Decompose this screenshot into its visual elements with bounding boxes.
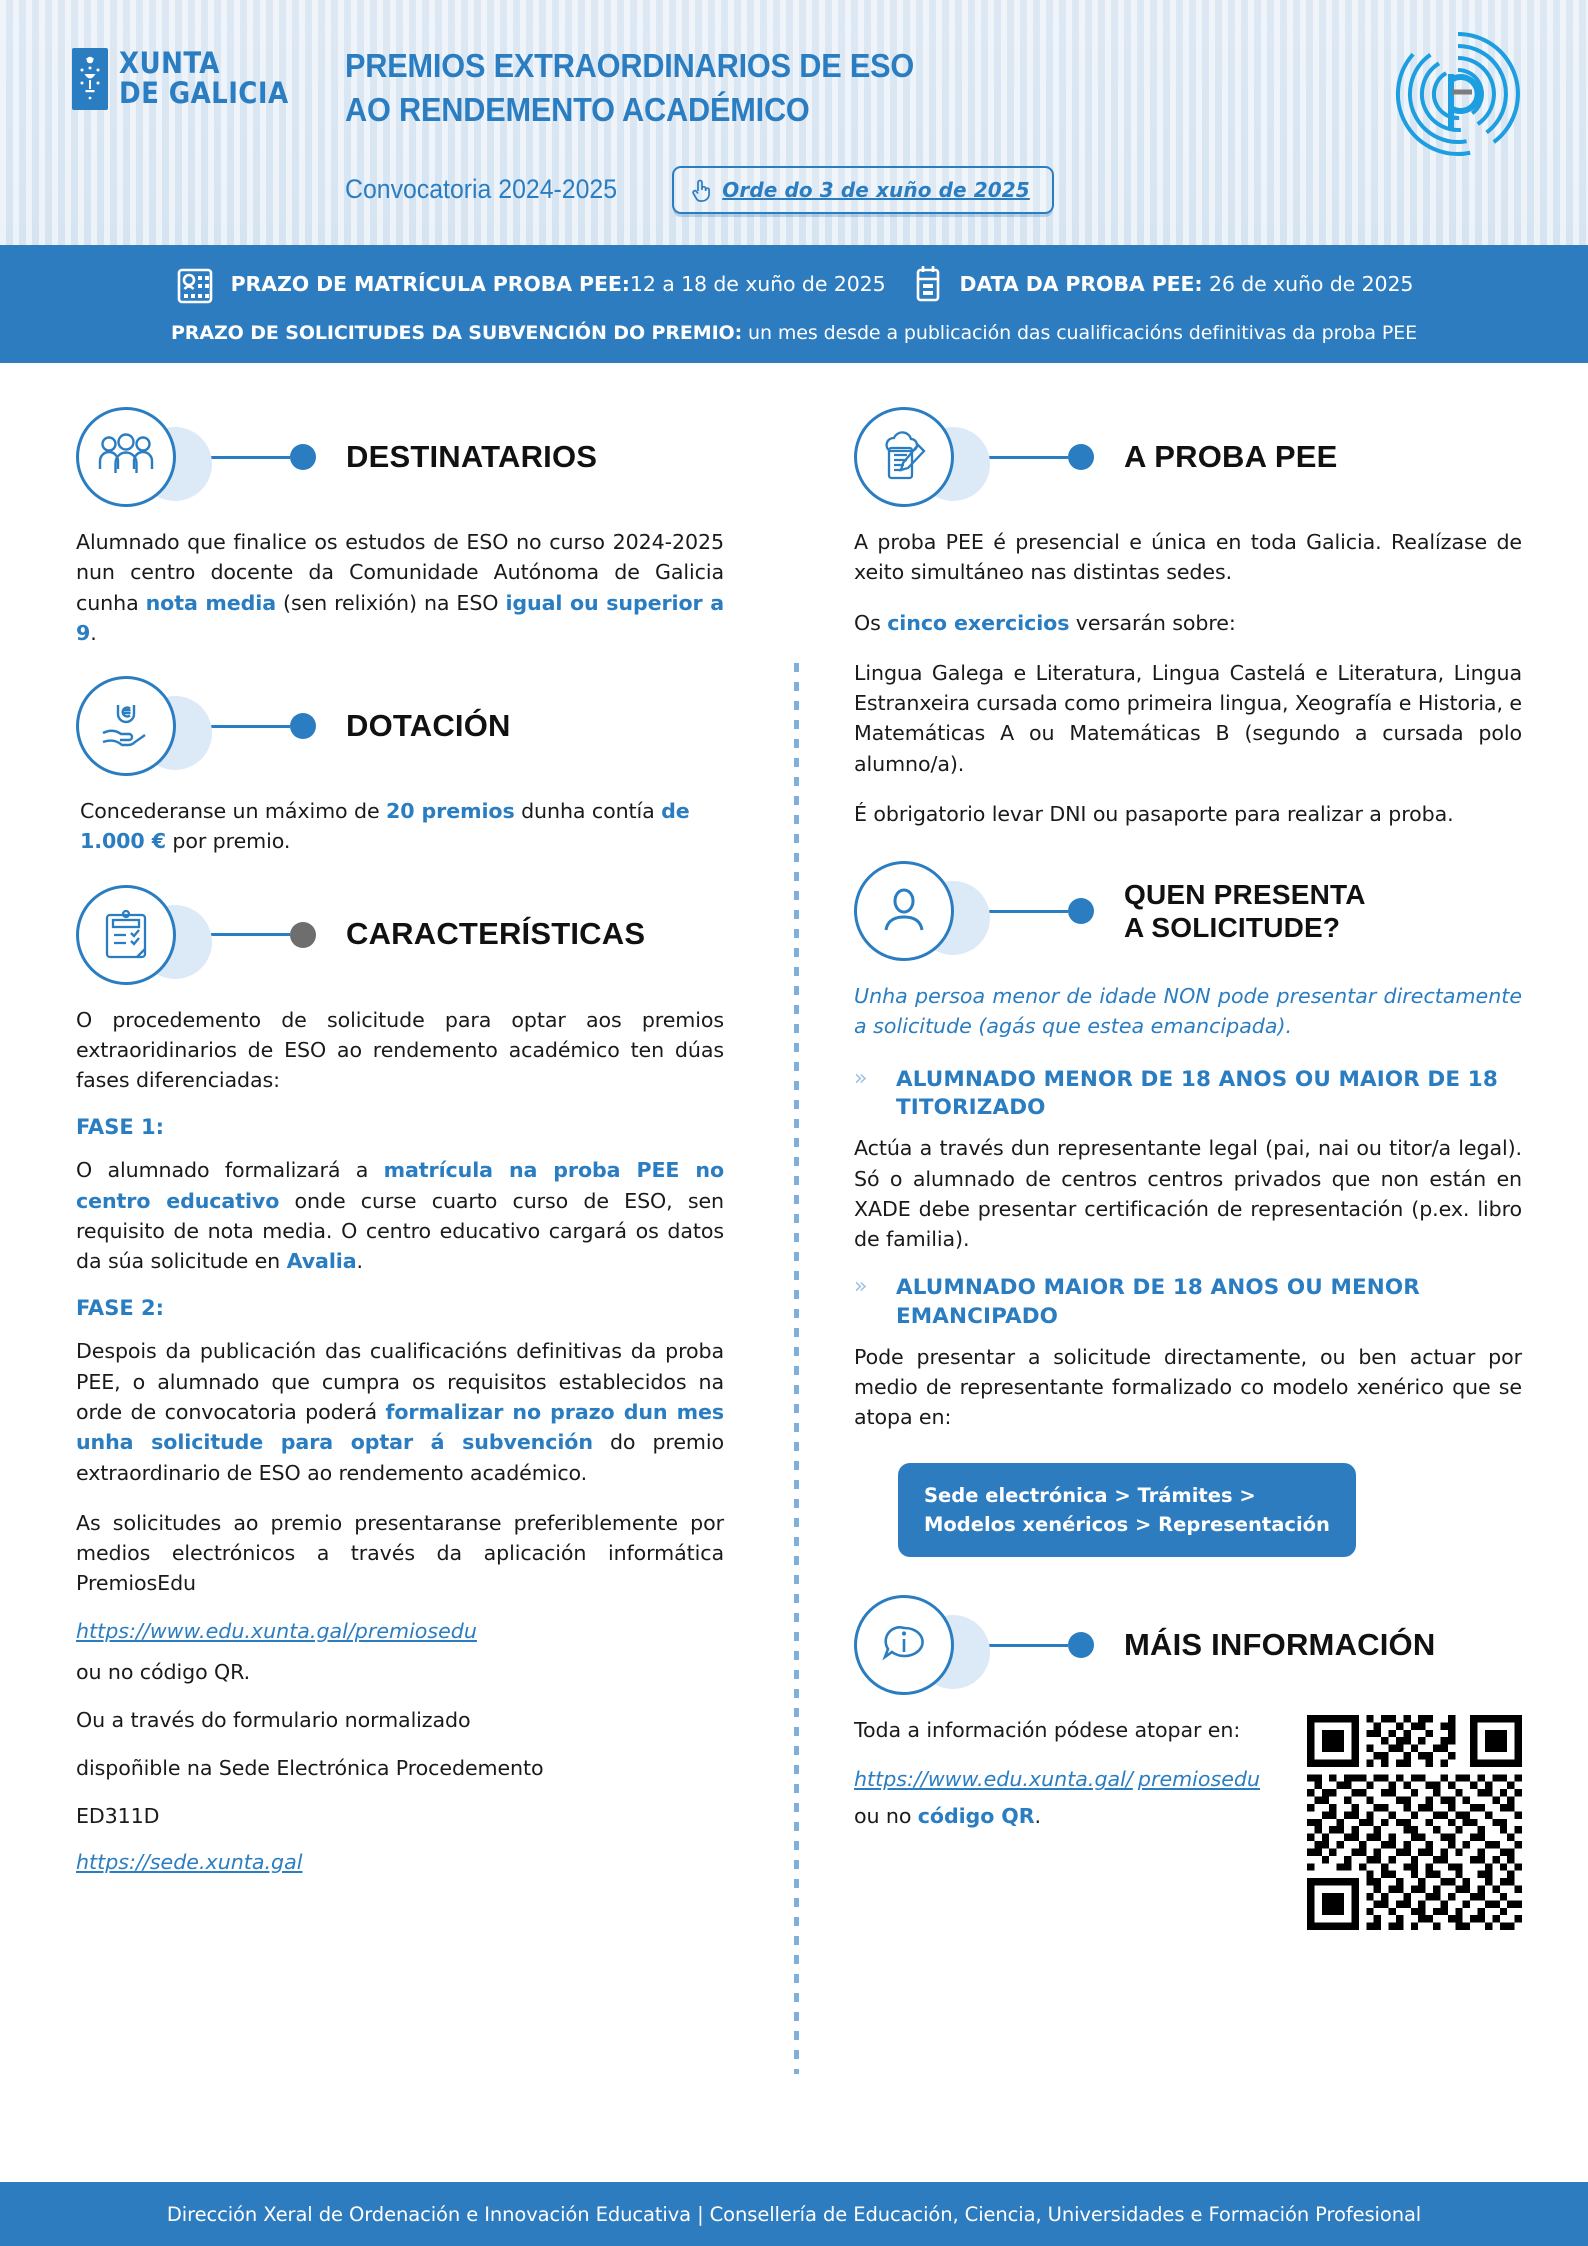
xunta-coat-of-arms-icon [72, 48, 108, 110]
info-icon [854, 1595, 954, 1695]
section-header-mais-informacion [854, 1589, 1522, 1701]
deadlines-row-secondary [0, 322, 1588, 344]
page-header [0, 0, 1588, 245]
section-title-destinatarios: DESTINATARIOS [346, 438, 598, 474]
connector-line [986, 910, 1068, 913]
fase1-highlight-matricula: matrícula na proba PEE no centro educativo [76, 1158, 725, 1213]
section-title-proba-pee: A PROBA PEE [1124, 438, 1338, 474]
footer-text: Dirección Xeral de Ordenación e Innovación Educativa | Consellería de Educación, Ciencia, Universidades e Formación Profesional [166, 2202, 1422, 2226]
exam-cloud-icon [854, 407, 954, 507]
connector-node [1068, 898, 1094, 924]
proba-date [912, 263, 1414, 305]
chevron-double-right-icon: » [854, 1274, 868, 1300]
hand-with-euro-glyph [97, 699, 155, 753]
fase1-text-e: . [356, 1249, 363, 1274]
subvencion-label: PRAZO DE SOLICITUDES DA SUBVENCIÓN DO PREMIO: [170, 322, 743, 344]
caracteristicas-intro: O procedemento de solicitude para optar aos premios extraoridinarios de ESO ao rendemento académico ten dúas fases diferenciadas: [76, 1007, 724, 1093]
info-url-link-line-2[interactable]: premiosedu [1137, 1767, 1261, 1792]
connector-node [290, 444, 316, 470]
proba-dni-note: É obrigatorio levar DNI ou pasaporte para realizar a proba. [854, 801, 1454, 826]
right-column [796, 401, 1588, 2199]
checklist-icon [76, 885, 176, 985]
fase-1-label: FASE 1: [76, 1115, 164, 1140]
clipboard-checklist-glyph [100, 907, 152, 963]
section-header-proba-pee [854, 401, 1522, 513]
header-title-block [345, 44, 1054, 214]
left-column [0, 401, 796, 2199]
connector-node [290, 713, 316, 739]
info-speech-bubble-glyph [878, 1619, 930, 1671]
info-body [854, 1715, 1522, 1930]
people-icon [76, 407, 176, 507]
dotacion-paragraph [80, 796, 724, 857]
connector-node-grey [290, 922, 316, 948]
three-people-glyph [97, 431, 155, 483]
proba-text-c: versarán sobre: [1069, 610, 1236, 635]
bullet-item-menor-18 [854, 1066, 1522, 1124]
connector-line [208, 725, 290, 728]
connector-line [986, 1644, 1068, 1647]
info-qr-text-a: ou no [854, 1804, 918, 1829]
fase2-text-c: do premio extraordinario de ESO ao rendemento académico. [76, 1430, 724, 1485]
alt-line-1: Ou a través do formulario normalizado [76, 1707, 471, 1732]
person-icon [854, 861, 954, 961]
xunta-line-2: DE GALICIA [119, 76, 289, 110]
section-title-mais-informacion: MÁIS INFORMACIÓN [1124, 1626, 1436, 1662]
solicitudes-paragraph: As solicitudes ao premio presentaranse preferiblemente por medios electrónicos a través da aplicación informática PremiosEdu [76, 1510, 724, 1596]
orde-link-button[interactable] [672, 166, 1054, 214]
destinatarios-paragraph [76, 527, 724, 648]
orde-link-label: Orde do 3 de xuño de 2025 [722, 177, 1030, 202]
destinatarios-text-c: (sen relixión) na ESO [276, 590, 506, 615]
matricula-deadline [175, 262, 886, 306]
fase2-highlight-formalizar: formalizar no prazo dun mes unha solicitude para optar á subvención [76, 1399, 724, 1455]
premiosedu-logo [1394, 28, 1522, 164]
qr-code[interactable] [1307, 1715, 1522, 1930]
bullet-item-maior-18 [854, 1274, 1522, 1332]
alt-line-2: dispoñible na Sede Electrónica Procedemento [76, 1756, 544, 1781]
bullet-1-body: Actúa a través dun representante legal (pai, nai ou titor/a legal). Só o alumnado de centros centros privados que non están en XADE debe presentar certificación de representación (p.ex. libro de familia). [854, 1136, 1522, 1252]
page-title-line-2: AO RENDEMENTO ACADÉMICO [344, 90, 810, 128]
destinatarios-highlight-nota-media: nota media [145, 590, 277, 615]
page-title-line-1: PREMIOS EXTRAORDINARIOS DE ESO [344, 47, 914, 84]
fase1-text-a: O alumnado formalizará a [76, 1158, 384, 1183]
info-paragraph: Toda a información pódese atopar en: [854, 1718, 1241, 1743]
matricula-deadline-text [231, 272, 886, 296]
section-header-caracteristicas [76, 879, 724, 991]
section-title-dotacion: DOTACIÓN [346, 707, 511, 743]
fase2-text-a: Despois da publicación das cualificacións definitivas da proba PEE, o alumnado que cumpra os requisitos establecidos na orde de convocatoria poderá [76, 1339, 724, 1424]
calendar-icon [912, 263, 944, 305]
section-header-destinatarios [76, 401, 724, 513]
matricula-label: PRAZO DE MATRÍCULA PROBA PEE: [230, 272, 630, 296]
single-person-glyph [879, 885, 929, 937]
header-subrow [345, 166, 1054, 214]
deadlines-row-primary [0, 262, 1588, 306]
subvencion-value: un mes desde a publicación das cualificacións definitivas da proba PEE [742, 322, 1418, 344]
quen-title-line-2: A SOLICITUDE? [1124, 912, 1341, 944]
sede-url-link[interactable]: https://sede.xunta.gal [76, 1849, 303, 1874]
chalice-icon [77, 54, 103, 104]
section-header-dotacion [76, 670, 724, 782]
proba-paragraph-1: A proba PEE é presencial e única en toda Galicia. Realízase de xeito simultáneo nas distintas sedes. [854, 530, 1522, 585]
proba-highlight-cinco-exercicios: cinco exercicios [887, 610, 1070, 635]
deadlines-bar [0, 245, 1588, 363]
qr-note-left: ou no código QR. [76, 1659, 251, 1684]
xunta-logo [72, 48, 289, 110]
proba-date-text [960, 272, 1414, 296]
connector-node [1068, 1632, 1094, 1658]
dotacion-text-c: dunha contía [514, 799, 662, 824]
destinatarios-text-e: . [90, 620, 97, 645]
dotacion-highlight-1000-euros: de 1.000 € [80, 799, 690, 854]
callout-line-1: Sede electrónica > Trámites > [924, 1483, 1256, 1507]
section-header-quen-presenta [854, 855, 1522, 967]
quen-note: Unha persoa menor de idade NON pode presentar directamente a solicitude (agás que estea emancipada). [854, 984, 1522, 1039]
matricula-value: 12 a 18 de xuño de 2025 [629, 272, 886, 296]
bullet-2-heading: ALUMNADO MAIOR DE 18 ANOS OU MENOR EMANCIPADO [896, 1275, 1420, 1330]
dotacion-text-e: por premio. [165, 829, 291, 854]
fase1-highlight-avalia: Avalia [286, 1249, 357, 1274]
bullet-2-body: Pode presentar a solicitude directamente, ou ben actuar por medio de representante formalizado co modelo xenérico que se atopa en: [854, 1344, 1522, 1430]
procedure-code: ED311D [76, 1804, 160, 1829]
connector-line [208, 933, 290, 936]
connector-node [1068, 444, 1094, 470]
proba-date-value: 26 de xuño de 2025 [1202, 272, 1414, 296]
info-qr-note [854, 1801, 1285, 1831]
destinatarios-text-a: Alumnado que finalice os estudos de ESO no curso 2024-2025 nun centro docente da Comunidade Autónoma de Galicia cunha [76, 530, 724, 615]
fase-2-label: FASE 2: [76, 1296, 164, 1321]
callout-line-2: Modelos xenéricos > Representación [924, 1512, 1330, 1536]
section-title-quen-presenta [1124, 878, 1366, 944]
fase-2-paragraph [76, 1336, 724, 1487]
info-qr-text-c: . [1034, 1804, 1041, 1829]
sede-path-callout[interactable] [898, 1463, 1356, 1558]
fase1-text-c: onde curse cuarto curso de ESO, sen requisito de nota media. O centro educativo cargará os datos da súa solicitude en [76, 1188, 724, 1274]
cloud-clipboard-pencil-glyph [876, 430, 932, 484]
destinatarios-highlight-igual-superior: igual ou superior a 9 [76, 590, 724, 645]
hand-money-icon [76, 676, 176, 776]
info-qr-highlight: código QR [917, 1804, 1035, 1829]
proba-text-a: Os [854, 610, 888, 635]
section-title-caracteristicas: CARACTERÍSTICAS [346, 916, 646, 952]
quen-title-line-1: QUEN PRESENTA [1124, 879, 1366, 911]
content-area [0, 363, 1588, 2199]
enrollment-calendar-icon [175, 262, 215, 306]
fase-1-paragraph [76, 1155, 724, 1276]
xunta-line-1: XUNTA [119, 46, 220, 81]
dotacion-highlight-20-premios: 20 premios [386, 799, 515, 824]
pointing-hand-icon [690, 177, 712, 203]
chevron-double-right-icon: » [854, 1065, 868, 1091]
proba-paragraph-2 [854, 608, 1522, 638]
page-footer [0, 2182, 1588, 2246]
dotacion-text-a: Concederanse un máximo de [80, 799, 386, 824]
convocatoria-label: Convocatoria 2024-2025 [344, 174, 617, 205]
premiosedu-url-link[interactable]: https://www.edu.xunta.gal/premiosedu [76, 1618, 477, 1643]
connector-line [208, 456, 290, 459]
premiosedu-mark-icon [1394, 28, 1522, 160]
connector-line [986, 456, 1068, 459]
info-text-block [854, 1715, 1285, 1852]
info-url-link-line-1[interactable]: https://www.edu.xunta.gal/ [854, 1767, 1133, 1792]
proba-subjects: Lingua Galega e Literatura, Lingua Castelá e Literatura, Lingua Estranxeira cursada como primeira lingua, Xeografía e Historia, e Matemáticas A ou Matemáticas B (segundo a cursada polo alumno/a). [854, 660, 1522, 776]
proba-date-label: DATA DA PROBA PEE: [959, 272, 1203, 296]
xunta-wordmark [119, 46, 289, 110]
bullet-1-heading: ALUMNADO MENOR DE 18 ANOS OU MAIOR DE 18 TITORIZADO [896, 1066, 1498, 1121]
